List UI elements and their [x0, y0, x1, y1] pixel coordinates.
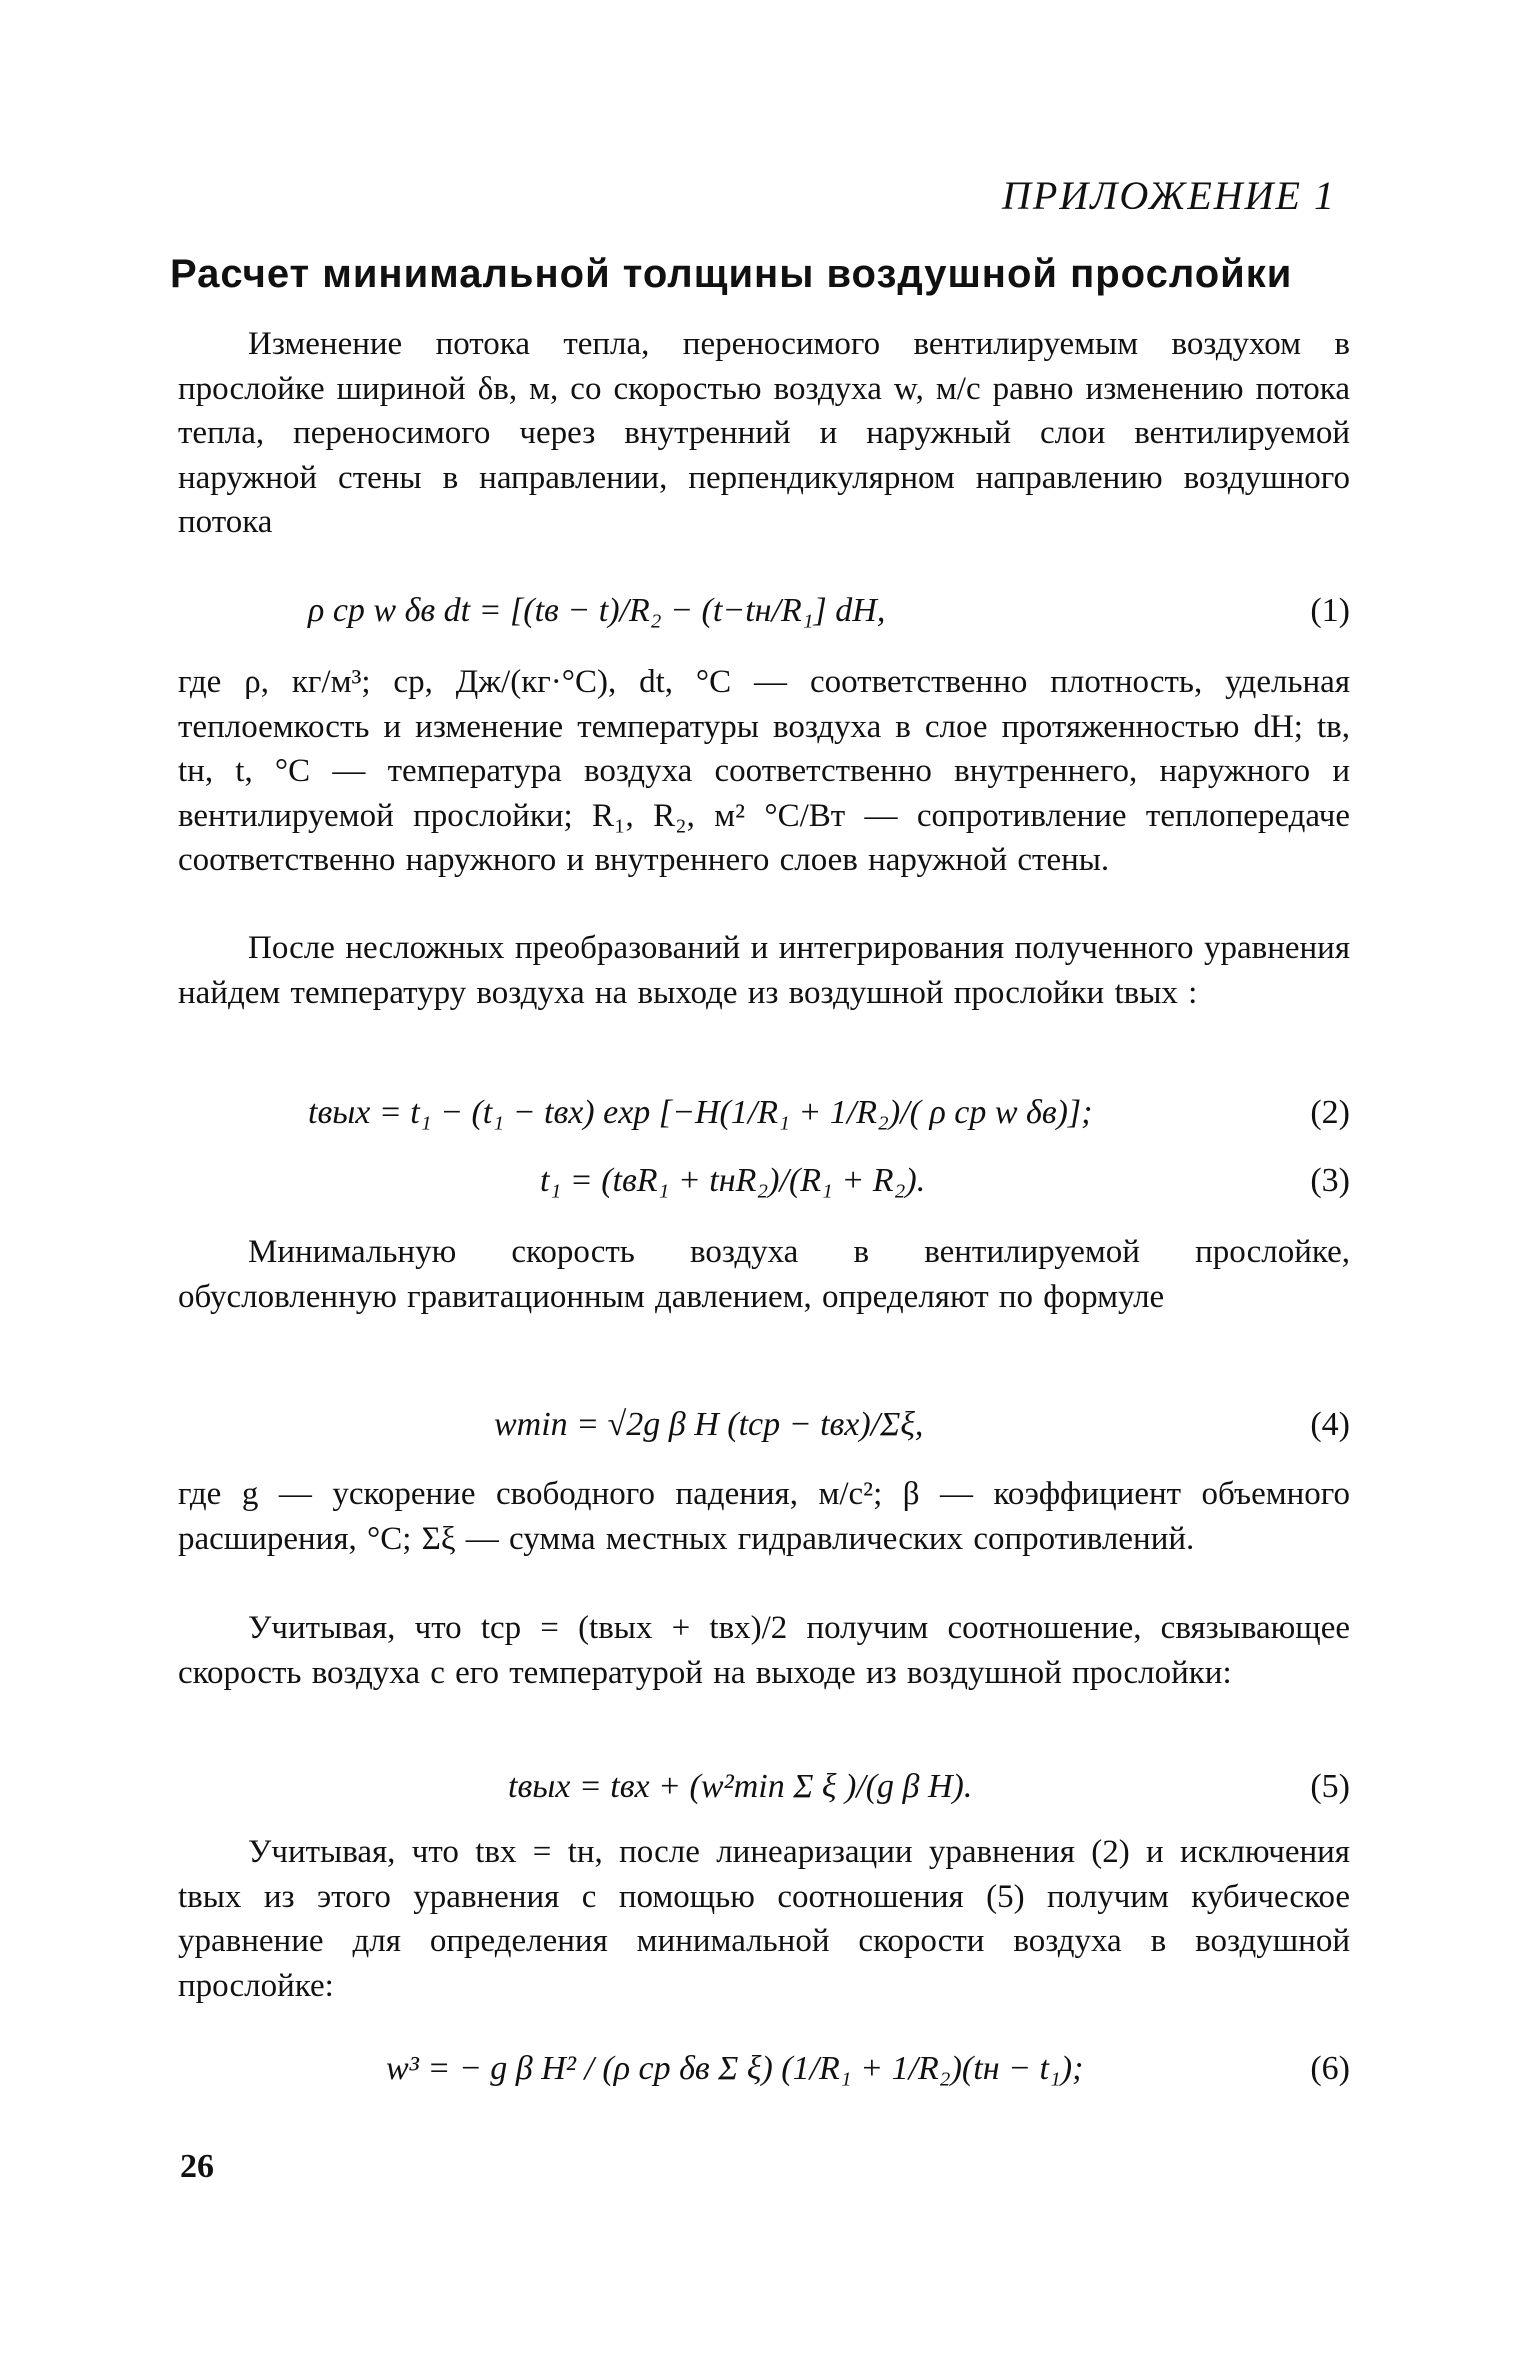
- page-number: 26: [180, 2148, 214, 2185]
- paragraph-7: Учитывая, что tвх = tн, после линеаризации уравнения (2) и исключения tвых из этого уравнения с помощью соотношения (5) получим кубическое уравнение для определения минимальной скорости воздуха в воздушной прослойке:: [178, 1834, 1350, 2004]
- equation-4-number: (4): [1310, 1406, 1350, 1443]
- equation-5-formula: tвых = tвх + (w²min Σ ξ )/(g β H).: [508, 1768, 973, 1805]
- paragraph-6: Учитывая, что tср = (tвых + tвх)/2 получим соотношение, связывающее скорость воздуха с его температурой на выходе из воздушной прослойки:: [178, 1610, 1350, 1691]
- equation-2-formula: tвых = t₁ − (t₁ − tвх) exp [−H(1/R₁ + 1/R₂)/( ρ cр w δв)];: [308, 1094, 1093, 1131]
- page-title: Расчет минимальной толщины воздушной прослойки: [170, 252, 1293, 296]
- paragraph-1: Изменение потока тепла, переносимого вентилируемым воздухом в прослойке шириной δв, м, со скоростью воздуха w, м/с равно изменению потока тепла, переносимого через внутренний и наружный слои вентилируемой наружной стены в направлении, перпендикулярном направлению воздушного потока: [178, 326, 1350, 540]
- equation-6-formula: w³ = − g β H² / (ρ cр δв Σ ξ) (1/R₁ + 1/R₂)(tн − t₁);: [386, 2050, 1084, 2087]
- paragraph-2: где ρ, кг/м³; cр, Дж/(кг·°С), dt, °С — соответственно плотность, удельная теплоемкость и изменение температуры воздуха в слое протяженностью dH; tв, tн, t, °С — температура воздуха соответственно внутреннего, наружного и вентилируемой прослойки; R₁, R₂, м² °С/Вт — сопротивление теплопередаче соответственно наружного и внутреннего слоев наружной стены.: [178, 664, 1350, 878]
- paragraph-4: Минимальную скорость воздуха в вентилируемой прослойке, обусловленную гравитационным давлением, определяют по формуле: [178, 1234, 1350, 1315]
- equation-4-formula: wmin = √2g β H (tср − tвх)/Σξ,: [494, 1406, 924, 1443]
- equation-5-number: (5): [1310, 1768, 1350, 1805]
- equation-6-number: (6): [1310, 2050, 1350, 2087]
- appendix-label: ПРИЛОЖЕНИЕ 1: [1002, 173, 1336, 218]
- equation-5: [178, 1768, 1350, 1818]
- equation-3-formula: t₁ = (tвR₁ + tнR₂)/(R₁ + R₂).: [540, 1162, 926, 1199]
- equation-4: [178, 1406, 1350, 1456]
- equation-1-number: (1): [1310, 592, 1350, 629]
- equation-3: [178, 1162, 1350, 1212]
- paragraph-3: После несложных преобразований и интегрирования полученного уравнения найдем температуру воздуха на выходе из воздушной прослойки tвых :: [178, 930, 1350, 1011]
- equation-3-number: (3): [1310, 1162, 1350, 1199]
- equation-6: [178, 2050, 1350, 2100]
- equation-1: [178, 592, 1350, 642]
- equation-2-number: (2): [1310, 1094, 1350, 1131]
- equation-1-formula: ρ cр w δв dt = [(tв − t)/R₂ − (t−tн/R₁] dH,: [308, 592, 886, 629]
- equation-2: [178, 1094, 1350, 1144]
- paragraph-5: где g — ускорение свободного падения, м/с²; β — коэффициент объемного расширения, °С; Σξ — сумма местных гидравлических сопротивлений.: [178, 1476, 1350, 1557]
